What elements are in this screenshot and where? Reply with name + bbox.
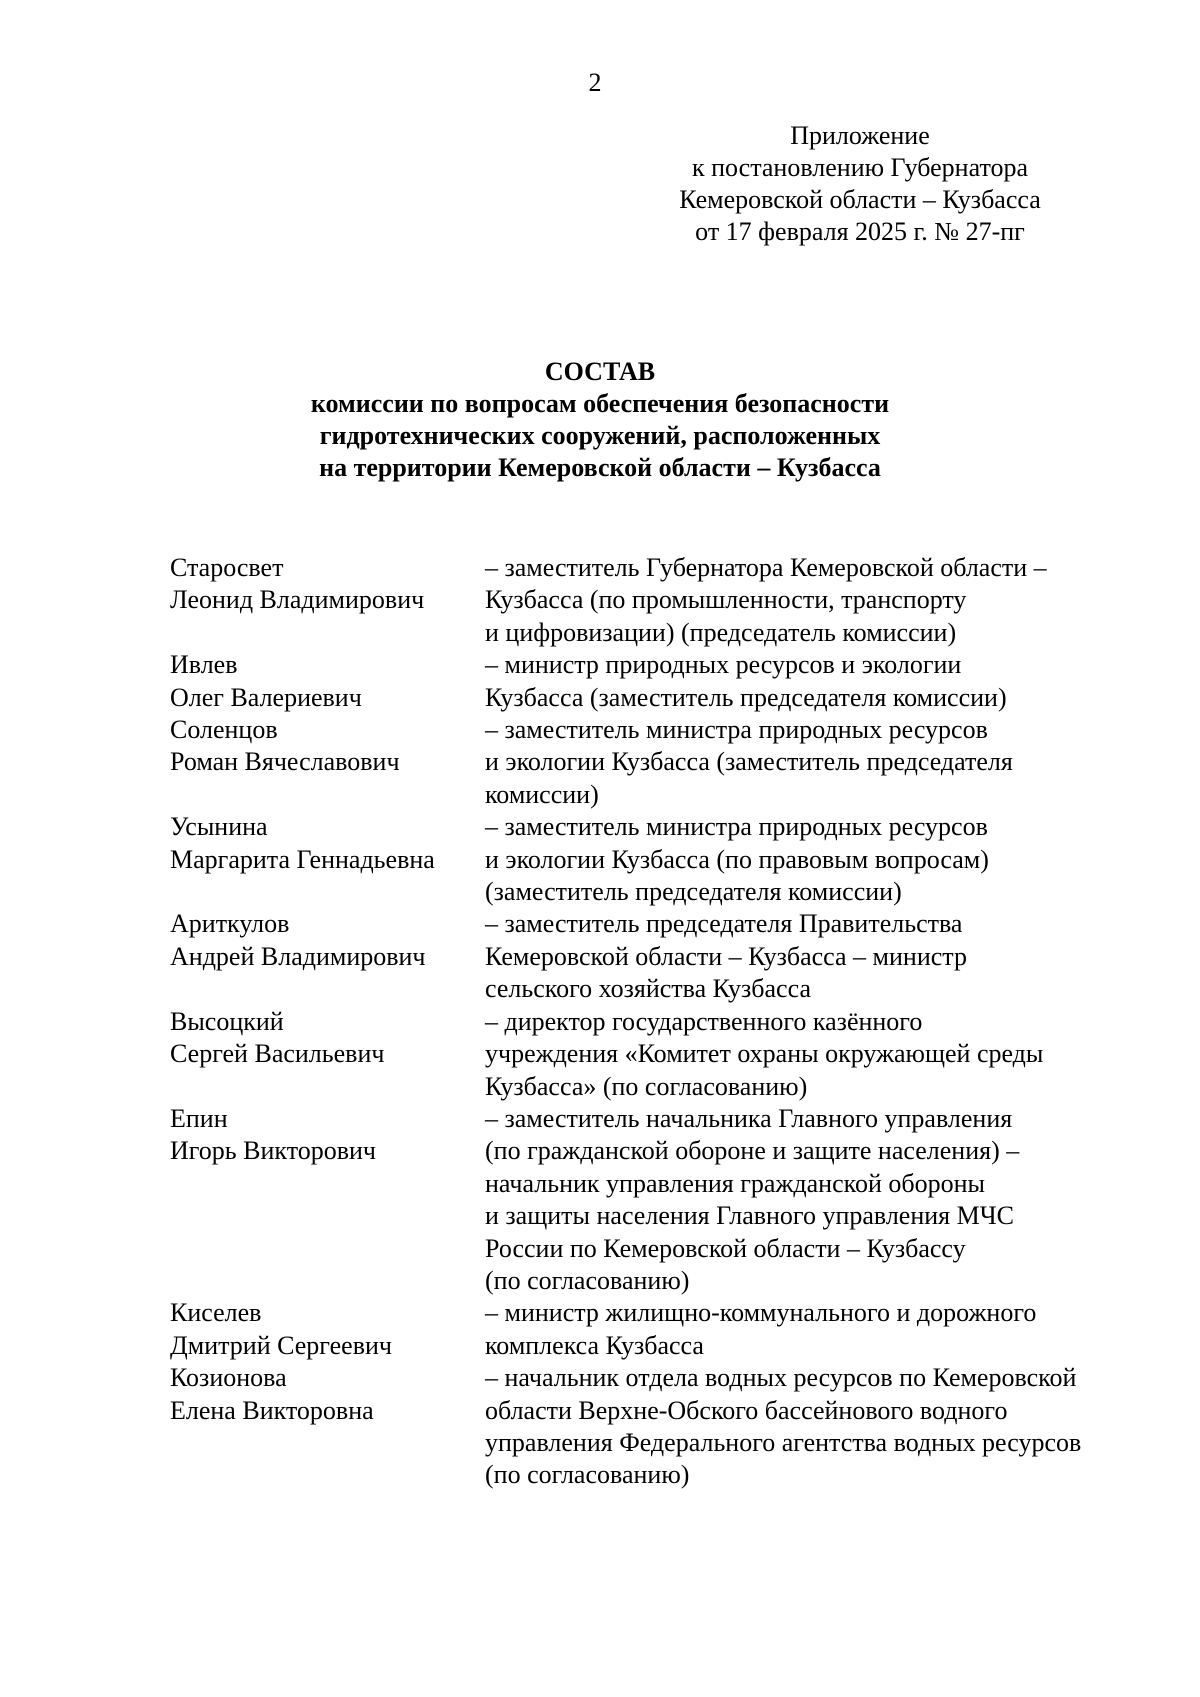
member-name xyxy=(170,1103,485,1297)
member-surname: Ивлев xyxy=(170,650,238,680)
heading-subtitle-line: комиссии по вопросам обеспечения безопасности xyxy=(310,389,890,418)
member-name xyxy=(170,649,485,714)
role-line: – заместитель министра природных ресурсов xyxy=(485,812,988,842)
appendix-line: Кемеровской области – Кузбасса xyxy=(679,185,1041,214)
member-given-names: Олег Валериевич xyxy=(170,682,362,712)
member-name xyxy=(170,908,485,1005)
member-name xyxy=(170,552,485,649)
appendix-line: Приложение xyxy=(790,121,930,150)
role-line: – заместитель начальника Главного управления xyxy=(485,1103,1013,1133)
member-role xyxy=(485,1006,1120,1103)
member-entry xyxy=(170,1103,1120,1297)
role-line: – заместитель Губернатора Кемеровской области – xyxy=(485,553,1047,582)
member-given-names: Леонид Владимирович xyxy=(170,585,425,615)
member-surname: Старосвет xyxy=(170,553,284,582)
member-given-names: Елена Викторовна xyxy=(170,1395,374,1425)
member-surname: Высоцкий xyxy=(170,1006,284,1036)
member-entry xyxy=(170,714,1120,811)
role-line: Кемеровской области – Кузбасса – министр xyxy=(485,941,967,971)
member-role xyxy=(485,1297,1120,1362)
role-line: (по гражданской обороне и защите населения) – xyxy=(485,1136,1020,1166)
member-entry xyxy=(170,649,1120,714)
heading-subtitle-line: на территории Кемеровской области – Кузбасса xyxy=(319,453,881,482)
members-list xyxy=(170,552,1120,1492)
member-given-names: Андрей Владимирович xyxy=(170,941,426,971)
member-surname: Усынина xyxy=(170,812,268,842)
role-line: – директор государственного казённого xyxy=(485,1006,923,1036)
member-surname: Киселев xyxy=(170,1298,262,1328)
member-role xyxy=(485,1103,1120,1297)
role-line: комиссии) xyxy=(485,779,599,809)
role-line: и защиты населения Главного управления МЧС xyxy=(485,1201,1014,1231)
role-line: управления Федерального агентства водных ресурсов xyxy=(485,1427,1082,1457)
member-surname: Козионова xyxy=(170,1363,287,1393)
appendix-block xyxy=(640,120,1080,248)
role-line: и экологии Кузбасса (по правовым вопросам) xyxy=(485,844,989,874)
member-given-names: Игорь Викторович xyxy=(170,1136,376,1166)
member-role xyxy=(485,811,1120,908)
member-name xyxy=(170,1297,485,1362)
member-role xyxy=(485,552,1120,649)
member-role xyxy=(485,714,1120,811)
member-entry xyxy=(170,811,1120,908)
role-line: России по Кемеровской области – Кузбассу xyxy=(485,1233,966,1263)
page-number: 2 xyxy=(588,68,602,97)
member-entry xyxy=(170,1297,1120,1362)
member-given-names: Сергей Васильевич xyxy=(170,1039,385,1069)
document-heading xyxy=(200,356,1000,484)
role-line: – заместитель министра природных ресурсов xyxy=(485,715,988,745)
member-entry xyxy=(170,1362,1120,1492)
role-line: – министр жилищно-коммунального и дорожного xyxy=(485,1298,1037,1328)
role-line: – министр природных ресурсов и экологии xyxy=(485,650,962,680)
member-given-names: Дмитрий Сергеевич xyxy=(170,1330,392,1360)
member-name xyxy=(170,1006,485,1103)
member-surname: Епин xyxy=(170,1103,228,1133)
member-given-names: Роман Вячеславович xyxy=(170,747,400,777)
role-line: Кузбасса (по промышленности, транспорту xyxy=(485,585,967,615)
role-line: Кузбасса (заместитель председателя комиссии) xyxy=(485,682,1007,712)
heading-title: СОСТАВ xyxy=(544,357,656,386)
member-surname: Соленцов xyxy=(170,715,278,745)
member-name xyxy=(170,811,485,908)
role-line: области Верхне-Обского бассейнового водного xyxy=(485,1395,1008,1425)
member-entry xyxy=(170,908,1120,1005)
role-line: – начальник отдела водных ресурсов по Кемеровской xyxy=(485,1363,1077,1393)
member-role xyxy=(485,1362,1120,1492)
role-line: учреждения «Комитет охраны окружающей среды xyxy=(485,1039,1044,1069)
role-line: – заместитель председателя Правительства xyxy=(485,909,963,939)
heading-subtitle-line: гидротехнических сооружений, расположенных xyxy=(319,421,881,450)
role-line: (по согласованию) xyxy=(485,1265,690,1295)
role-line: комплекса Кузбасса xyxy=(485,1330,704,1360)
member-role xyxy=(485,908,1120,1005)
role-line: Кузбасса» (по согласованию) xyxy=(485,1071,808,1101)
member-entry xyxy=(170,1006,1120,1103)
appendix-line: к постановлению Губернатора xyxy=(691,153,1029,182)
member-name xyxy=(170,714,485,811)
role-line: и экологии Кузбасса (заместитель председателя xyxy=(485,747,1013,777)
role-line: сельского хозяйства Кузбасса xyxy=(485,974,811,1004)
role-line: начальник управления гражданской обороны xyxy=(485,1168,985,1198)
member-role xyxy=(485,649,1120,714)
role-line: (по согласованию) xyxy=(485,1460,690,1490)
role-line: (заместитель председателя комиссии) xyxy=(485,877,902,907)
member-entry xyxy=(170,552,1120,649)
role-line: и цифровизации) (председатель комиссии) xyxy=(485,617,957,647)
member-given-names: Маргарита Геннадьевна xyxy=(170,844,435,874)
member-name xyxy=(170,1362,485,1492)
member-surname: Ариткулов xyxy=(170,909,290,939)
appendix-line: от 17 февраля 2025 г. № 27-пг xyxy=(695,217,1025,246)
